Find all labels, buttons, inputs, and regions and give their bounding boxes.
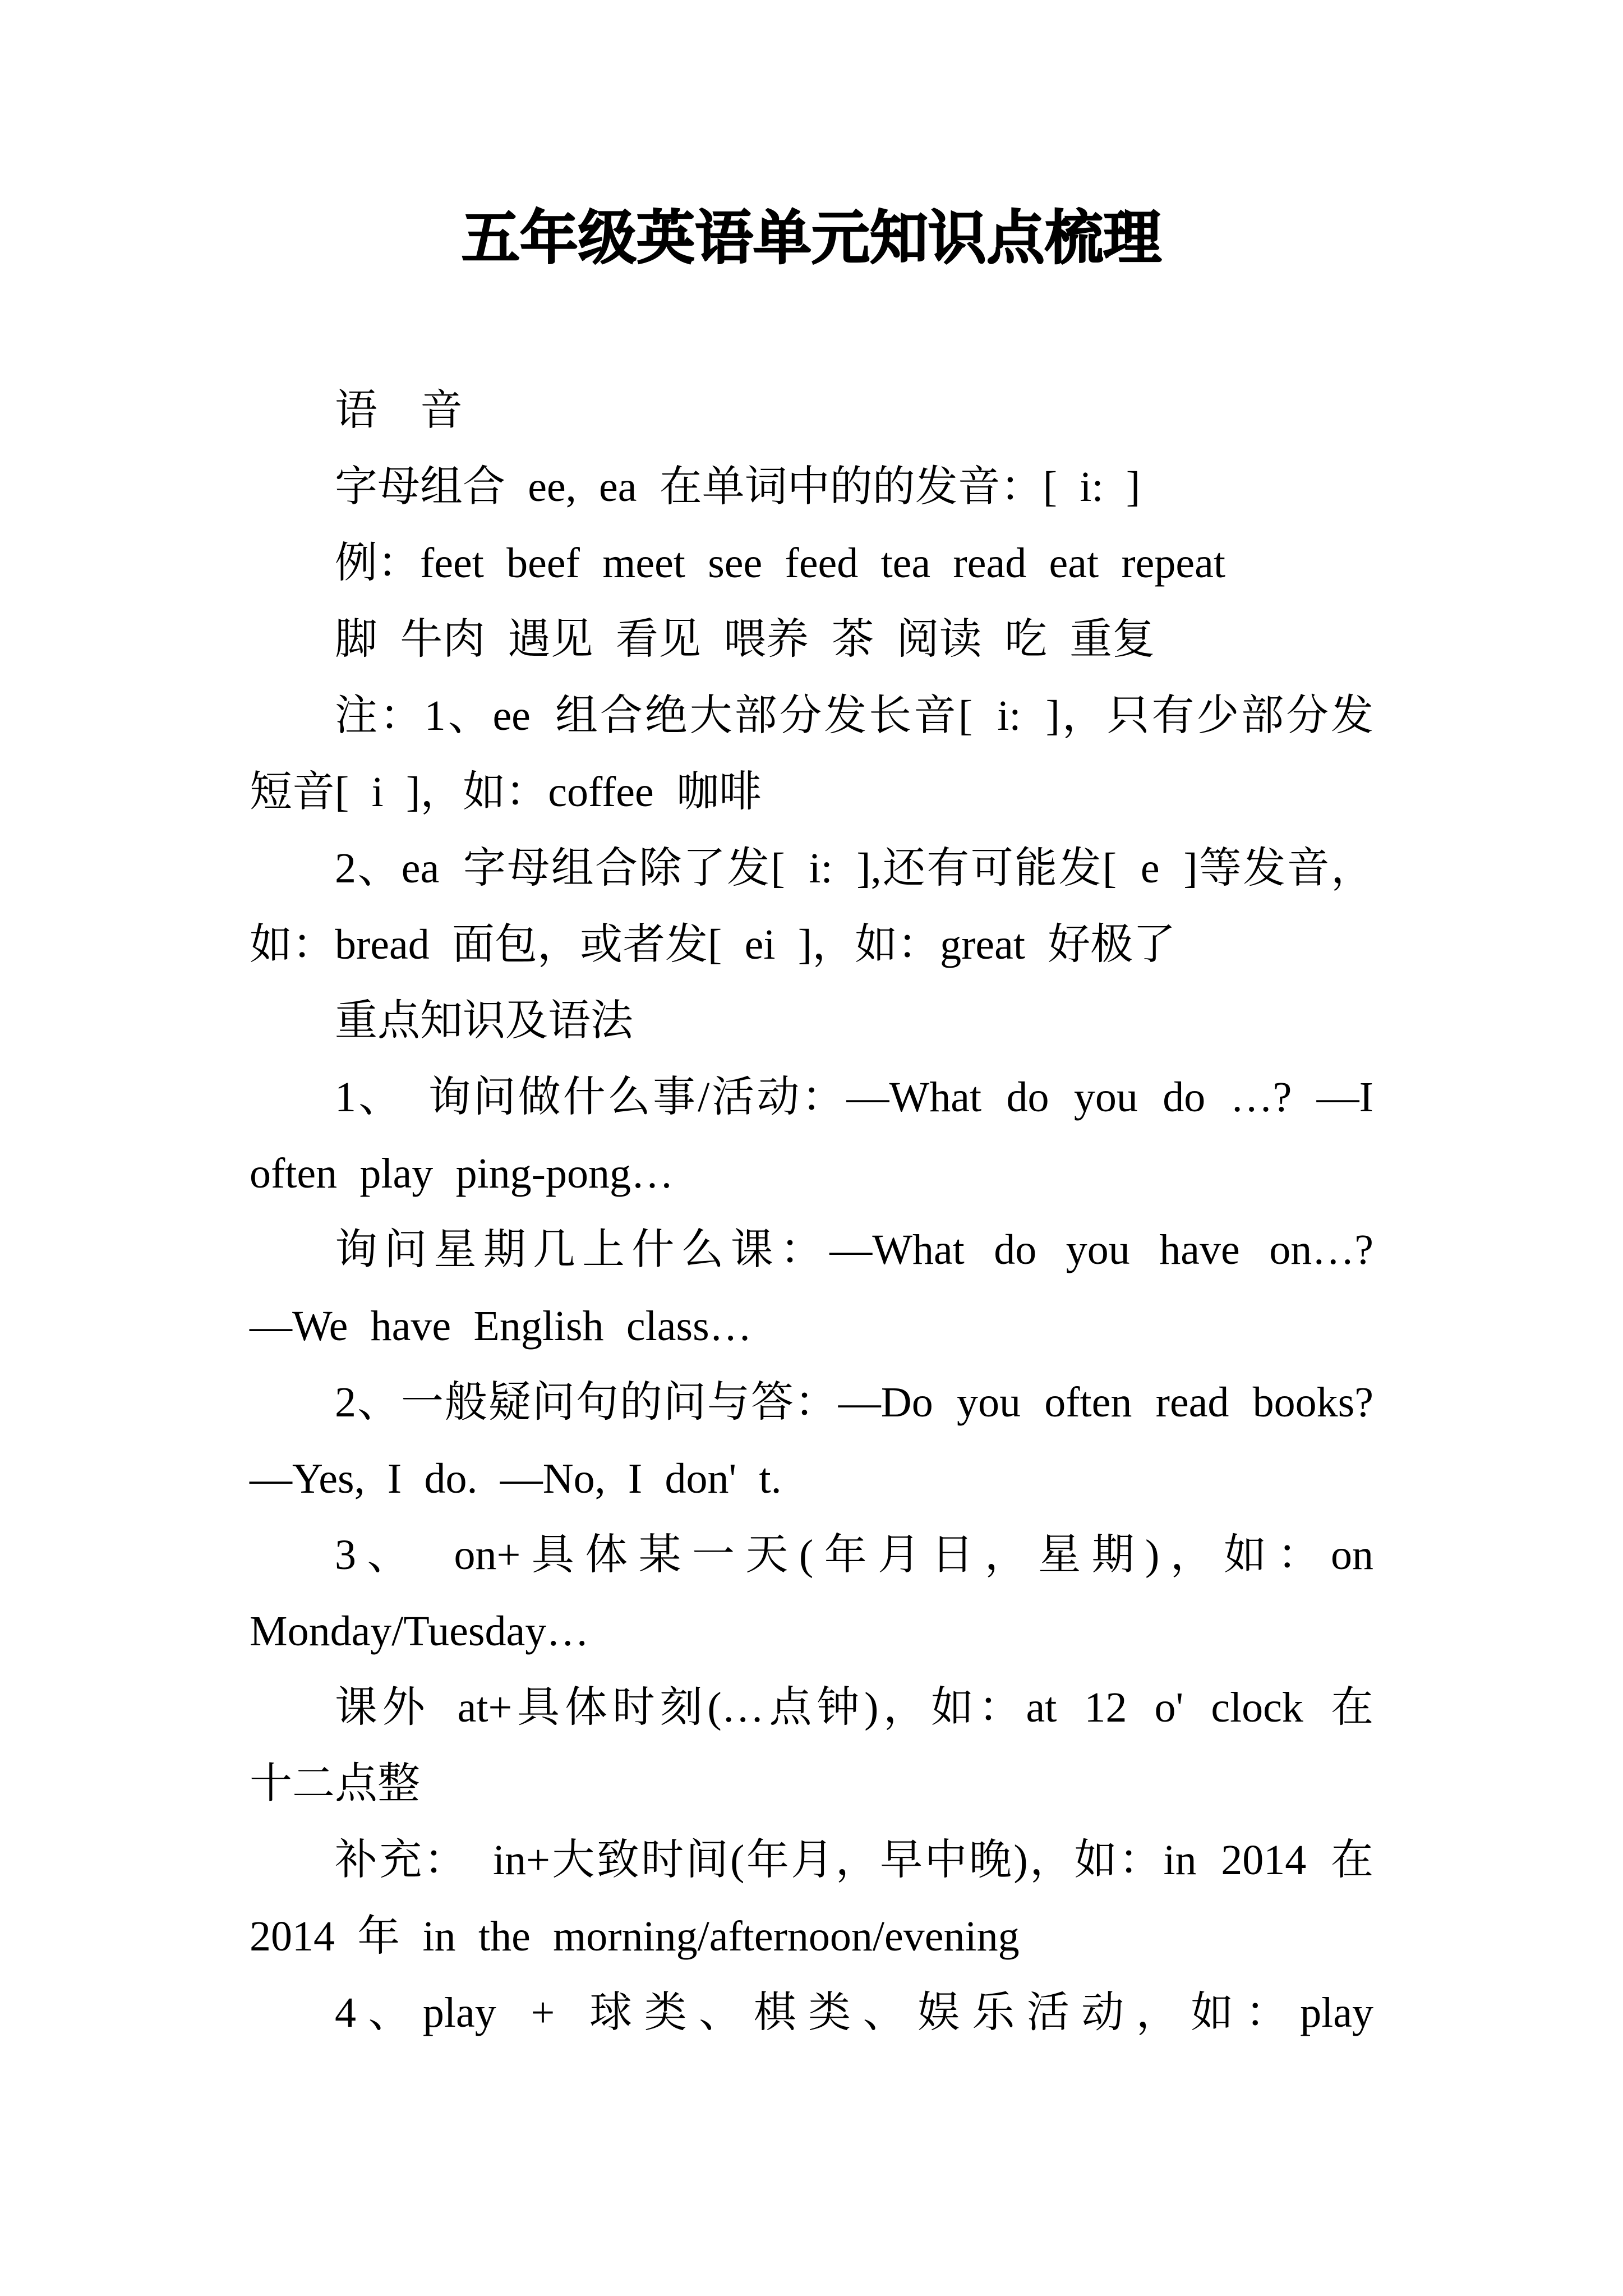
text-line: —We have English class… [250,1303,752,1350]
text-line: 2、ea 字母组合除了发[ i: ],还有可能发[ e ]等发音， [335,845,1373,892]
text-line: 例：feet beef meet see feed tea read eat repeat [335,540,1225,587]
text-line: 重点知识及语法 [335,997,633,1045]
text-line: 2、一般疑问句的问与答：—Do you often read books? [335,1379,1373,1426]
text-line: 2014 年 in the morning/afternoon/evening [250,1913,1020,1960]
text-line: 课外 at+具体时刻(…点钟)，如：at 12 o' clock 在 [335,1684,1373,1731]
text-line: 询问星期几上什么课：—What do you have on…? [335,1226,1373,1273]
document-title: 五年级英语单元知识点梳理 [461,206,1161,271]
text-line: 脚 牛肉 遇见 看见 喂养 茶 阅读 吃 重复 [335,616,1155,663]
text-line: 3、 on+具体某一天(年月日，星期)，如：on [335,1531,1373,1579]
text-line: 十二点整 [250,1760,420,1807]
text-line: 语 音 [335,387,463,434]
text-line: —Yes, I do. —No, I don' t. [250,1455,782,1502]
text-line: 如：bread 面包，或者发[ ei ]，如：great 好极了 [250,921,1176,968]
text-line: 短音[ i ]，如：coffee 咖啡 [250,769,762,816]
text-line: 注：1、ee 组合绝大部分发长音[ i: ]，只有少部分发 [335,692,1373,739]
text-line: 1、 询问做什么事/活动：—What do you do …? —I [335,1074,1373,1121]
text-line: often play ping-pong… [250,1150,674,1197]
text-line: 字母组合 ee, ea 在单词中的的发音：[ i: ] [335,463,1141,510]
text-line: Monday/Tuesday… [250,1608,589,1655]
document-body [250,372,1373,2051]
text-line: 补充： in+大致时间(年月，早中晚)，如：in 2014 在 [335,1837,1373,1884]
text-line: 4、play + 球类、棋类、娱乐活动，如：play [335,1989,1373,2036]
